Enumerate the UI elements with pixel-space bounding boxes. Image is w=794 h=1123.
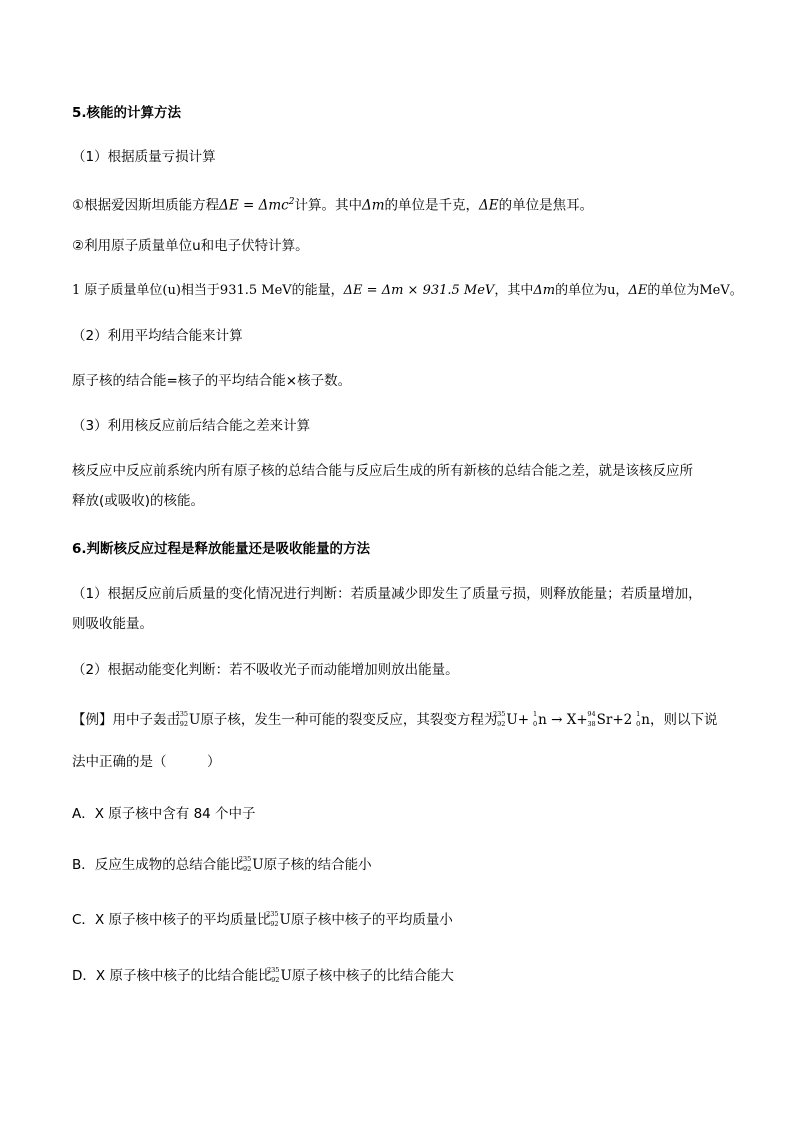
option-c-text-b: 原子核中核子的平均质量小 [290, 912, 453, 928]
eq-strontium: Sr+2 [596, 712, 633, 728]
rule1-post: 的单位是焦耳。 [498, 197, 594, 214]
rule2-detail-equation: ΔE = Δm × 931.5 MeV [343, 283, 495, 298]
option-c-uranium: U [279, 912, 291, 928]
option-d-uranium: U [280, 968, 292, 984]
example-intro-b: 原子核，发生一种可能的裂变反应，其裂变方程为 [200, 712, 498, 728]
rule1-dm: Δm [361, 197, 385, 214]
option-d-text-a: X 原子核中核子的比结合能比 [95, 968, 272, 984]
option-b-text-a: 反应生成物的总结合能比 [94, 857, 244, 873]
section5-title: 5.核能的计算方法 [72, 105, 182, 121]
option-b-text-b: 原子核的结合能小 [263, 857, 372, 873]
rule1-mid2: 的单位是千克， [384, 197, 480, 214]
option-c-text-a: X 原子核中核子的平均质量比 [94, 912, 271, 928]
section6-title: 6.判断核反应过程是释放能量还是吸收能量的方法 [72, 541, 371, 557]
example-intro-c: ，则以下说 [649, 712, 718, 728]
rule2-detail-d: 的单位为MeV。 [647, 283, 743, 298]
rule2-detail-dm: Δm [533, 283, 556, 298]
option-c-letter: C． [72, 912, 95, 928]
example-intro-a: 【例】用中子轰击 [72, 712, 180, 728]
section5-rule1 [72, 193, 593, 215]
eq-uranium: U+ [506, 712, 530, 728]
option-a-text: X 原子核中含有 84 个中子 [94, 806, 256, 822]
section6-method1-line1: （1）根据反应前后质量的变化情况进行判断：若质量减少即发生了质量亏损，则释放能量；若质量增加， [72, 586, 702, 602]
rule1-exponent: 2 [288, 197, 295, 207]
section5-rule2: ②利用原子质量单位u和电子伏特计算。 [72, 238, 309, 254]
rule1-de: ΔE [479, 197, 499, 214]
option-b-uranium-isotope: 235 92 [238, 855, 252, 873]
section6-method2-text: （2）根据动能变化判断：若不吸收光子而动能增加则放出能量。 [72, 662, 459, 678]
section5-method3-text-line2: 释放(或吸收)的核能。 [72, 493, 205, 509]
section5-rule2-detail [72, 282, 743, 300]
option-a-letter: A． [72, 806, 95, 822]
eq-uranium-isotope: 235 92 [492, 710, 506, 728]
eq-neutron2-isotope: 1 0 [636, 710, 641, 728]
example-intro-line2: 法中正确的是（ ） [72, 754, 221, 770]
eq-x: X+ [566, 712, 588, 728]
section6-method1-line2: 则吸收能量。 [72, 616, 153, 632]
option-a [72, 805, 256, 823]
eq-neutron-isotope: 1 0 [532, 710, 538, 728]
uranium-symbol: U [189, 712, 201, 728]
option-d-uranium-isotope: 235 92 [267, 966, 280, 984]
eq-neutron: n [538, 712, 547, 728]
option-b [72, 856, 372, 874]
option-d-letter: D． [72, 968, 96, 984]
rule2-detail-a: 1 原子质量单位(u)相当于931.5 MeV的能量， [72, 283, 344, 298]
option-d [72, 967, 454, 985]
section5-method1-heading: （1）根据质量亏损计算 [72, 149, 216, 165]
section5-method3-heading: （3）利用核反应前后结合能之差来计算 [72, 418, 311, 434]
rule2-detail-de: ΔE [628, 283, 648, 298]
option-d-text-b: 原子核中核子的比结合能大 [291, 968, 454, 984]
option-b-letter: B． [72, 857, 95, 873]
section5-method2-text: 原子核的结合能=核子的平均结合能×核子数。 [72, 373, 352, 389]
rule1-pre: ①根据爱因斯坦质能方程 [72, 197, 220, 214]
section5-method3-text-line1: 核反应中反应前系统内所有原子核的总结合能与反应后生成的所有新核的总结合能之差，就是该核反应所 [72, 463, 693, 479]
eq-neutron2: n [641, 712, 650, 728]
option-b-uranium: U [252, 857, 264, 873]
eq-strontium-isotope: 94 38 [587, 710, 596, 728]
rule2-detail-c: 的单位为u， [555, 283, 629, 298]
option-c [72, 911, 453, 929]
section5-method2-heading: （2）利用平均结合能来计算 [72, 328, 243, 344]
eq-arrow: → [546, 712, 567, 728]
uranium-isotope-notation: 235 92 [175, 710, 188, 728]
rule1-equation: ΔE = Δmc [219, 197, 289, 214]
example-intro-line1 [72, 711, 717, 729]
rule2-detail-b: ，其中 [494, 283, 534, 298]
rule1-mid1: 计算。其中 [294, 197, 362, 214]
option-c-uranium-isotope: 235 92 [266, 910, 279, 928]
